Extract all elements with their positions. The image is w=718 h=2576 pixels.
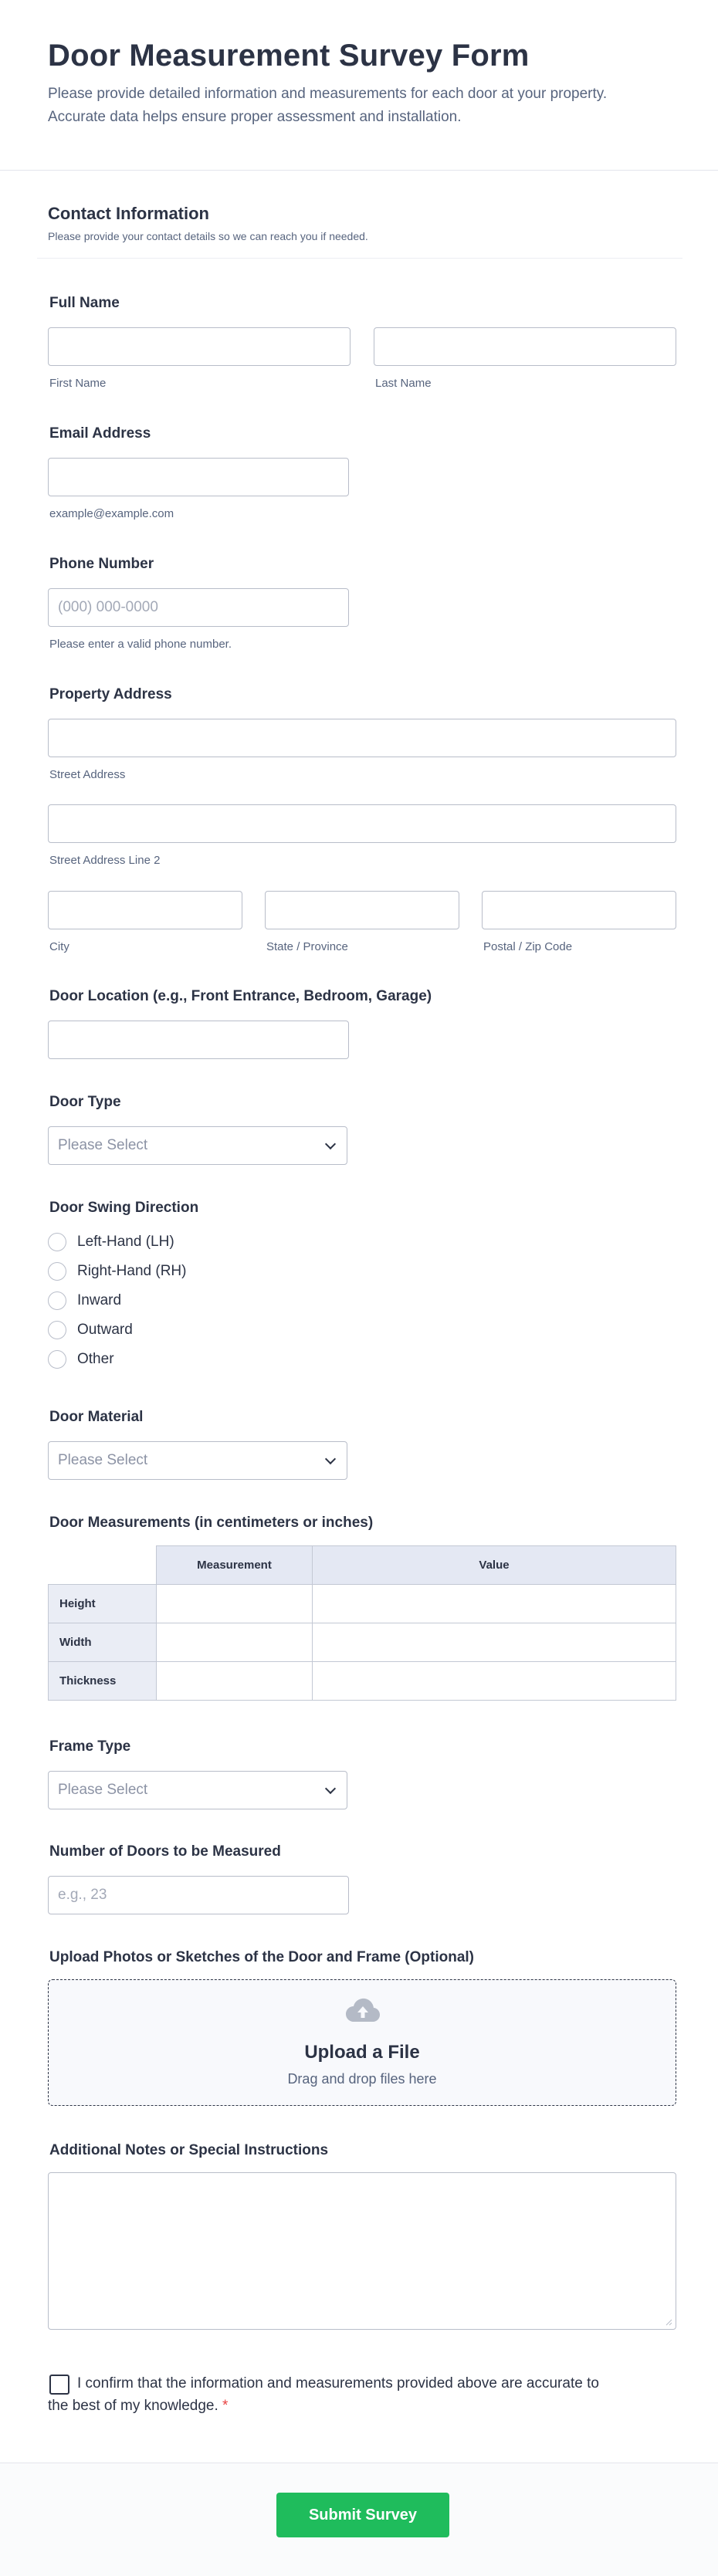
door-type-label: Door Type (49, 1094, 121, 1110)
email-sublabel: example@example.com (49, 507, 174, 520)
street-address-2-input[interactable] (48, 804, 676, 843)
door-location-label: Door Location (e.g., Front Entrance, Bedroom, Garage) (49, 988, 432, 1004)
row-header-thickness: Thickness (49, 1662, 157, 1701)
radio-label: Outward (77, 1322, 133, 1338)
upload-subtitle: Drag and drop files here (287, 2071, 437, 2087)
notes-label: Additional Notes or Special Instructions (49, 2142, 329, 2158)
radio-button[interactable] (48, 1321, 66, 1339)
frame-type-select[interactable] (48, 1771, 347, 1809)
radio-label: Inward (77, 1292, 122, 1308)
city-sublabel: City (49, 940, 69, 953)
city-input[interactable] (48, 891, 242, 929)
email-input[interactable] (48, 458, 349, 496)
frame-type-label: Frame Type (49, 1738, 131, 1755)
door-location-input[interactable] (48, 1021, 349, 1059)
street-address-sublabel: Street Address (49, 768, 126, 781)
column-header-measurement: Measurement (157, 1546, 313, 1585)
chevron-down-icon (325, 1782, 336, 1793)
door-material-label: Door Material (49, 1409, 144, 1425)
header-divider (0, 170, 718, 171)
radio-option-other[interactable] (48, 1345, 186, 1374)
radio-label: Right-Hand (RH) (77, 1263, 187, 1279)
radio-button[interactable] (48, 1262, 66, 1281)
height-measurement-cell[interactable] (157, 1585, 313, 1623)
notes-textarea[interactable] (48, 2172, 676, 2330)
resize-grip-icon[interactable] (665, 2318, 672, 2326)
num-doors-label: Number of Doors to be Measured (49, 1843, 281, 1860)
swing-direction-label: Door Swing Direction (49, 1200, 199, 1216)
radio-option-inward[interactable] (48, 1286, 186, 1315)
measurements-label: Door Measurements (in centimeters or inches) (49, 1515, 374, 1531)
section-subtitle: Please provide your contact details so we can reach you if needed. (48, 230, 368, 242)
submit-button[interactable]: Submit Survey (276, 2493, 449, 2537)
row-header-width: Width (49, 1623, 157, 1662)
door-material-select[interactable] (48, 1441, 347, 1480)
cloud-upload-icon (344, 1997, 381, 2026)
width-value-cell[interactable] (313, 1623, 676, 1662)
email-label: Email Address (49, 425, 151, 442)
radio-label: Left-Hand (LH) (77, 1234, 174, 1250)
height-value-cell[interactable] (313, 1585, 676, 1623)
section-title: Contact Information (48, 204, 209, 223)
street-address-input[interactable] (48, 719, 676, 757)
radio-button[interactable] (48, 1233, 66, 1251)
full-name-label: Full Name (49, 295, 120, 311)
radio-option-left-hand[interactable] (48, 1227, 186, 1257)
section-divider (37, 258, 682, 259)
measurements-table (48, 1545, 676, 1701)
state-input[interactable] (265, 891, 459, 929)
door-material-selected: Please Select (58, 1452, 148, 1468)
radio-button[interactable] (48, 1291, 66, 1310)
state-sublabel: State / Province (266, 940, 348, 953)
table-row (49, 1662, 676, 1701)
first-name-sublabel: First Name (49, 377, 107, 390)
num-doors-input[interactable] (48, 1876, 349, 1914)
table-corner (49, 1546, 157, 1585)
thickness-value-cell[interactable] (313, 1662, 676, 1701)
chevron-down-icon (325, 1138, 336, 1149)
phone-label: Phone Number (49, 556, 154, 572)
street-address-2-sublabel: Street Address Line 2 (49, 854, 161, 867)
zip-sublabel: Postal / Zip Code (483, 940, 573, 953)
last-name-input[interactable] (374, 327, 676, 366)
radio-label: Other (77, 1351, 114, 1367)
phone-input[interactable] (48, 588, 349, 627)
phone-sublabel: Please enter a valid phone number. (49, 638, 232, 651)
chevron-down-icon (325, 1453, 336, 1464)
page-title: Door Measurement Survey Form (48, 39, 530, 73)
page-description: Please provide detailed information and measurements for each door at your property. Accurate data helps ensure proper assessment and installation. (48, 86, 608, 125)
confirm-text: I confirm that the information and measurements provided above are accurate to the best of my knowledge. (48, 2375, 599, 2414)
swing-direction-options (48, 1227, 186, 1374)
table-row (49, 1623, 676, 1662)
last-name-sublabel: Last Name (375, 377, 432, 390)
radio-button[interactable] (48, 1350, 66, 1369)
upload-title: Upload a File (304, 2042, 420, 2063)
column-header-value: Value (313, 1546, 676, 1585)
upload-label: Upload Photos or Sketches of the Door and Frame (Optional) (49, 1949, 474, 1965)
frame-type-selected: Please Select (58, 1782, 148, 1798)
radio-option-outward[interactable] (48, 1315, 186, 1345)
thickness-measurement-cell[interactable] (157, 1662, 313, 1701)
required-mark: * (222, 2398, 229, 2414)
door-type-selected: Please Select (58, 1137, 148, 1153)
table-row (49, 1585, 676, 1623)
zip-input[interactable] (482, 891, 676, 929)
radio-option-right-hand[interactable] (48, 1257, 186, 1286)
first-name-input[interactable] (48, 327, 351, 366)
file-upload-dropzone[interactable] (48, 1979, 676, 2106)
address-label: Property Address (49, 686, 172, 702)
door-type-select[interactable] (48, 1126, 347, 1165)
confirm-label (48, 2372, 604, 2417)
width-measurement-cell[interactable] (157, 1623, 313, 1662)
row-header-height: Height (49, 1585, 157, 1623)
